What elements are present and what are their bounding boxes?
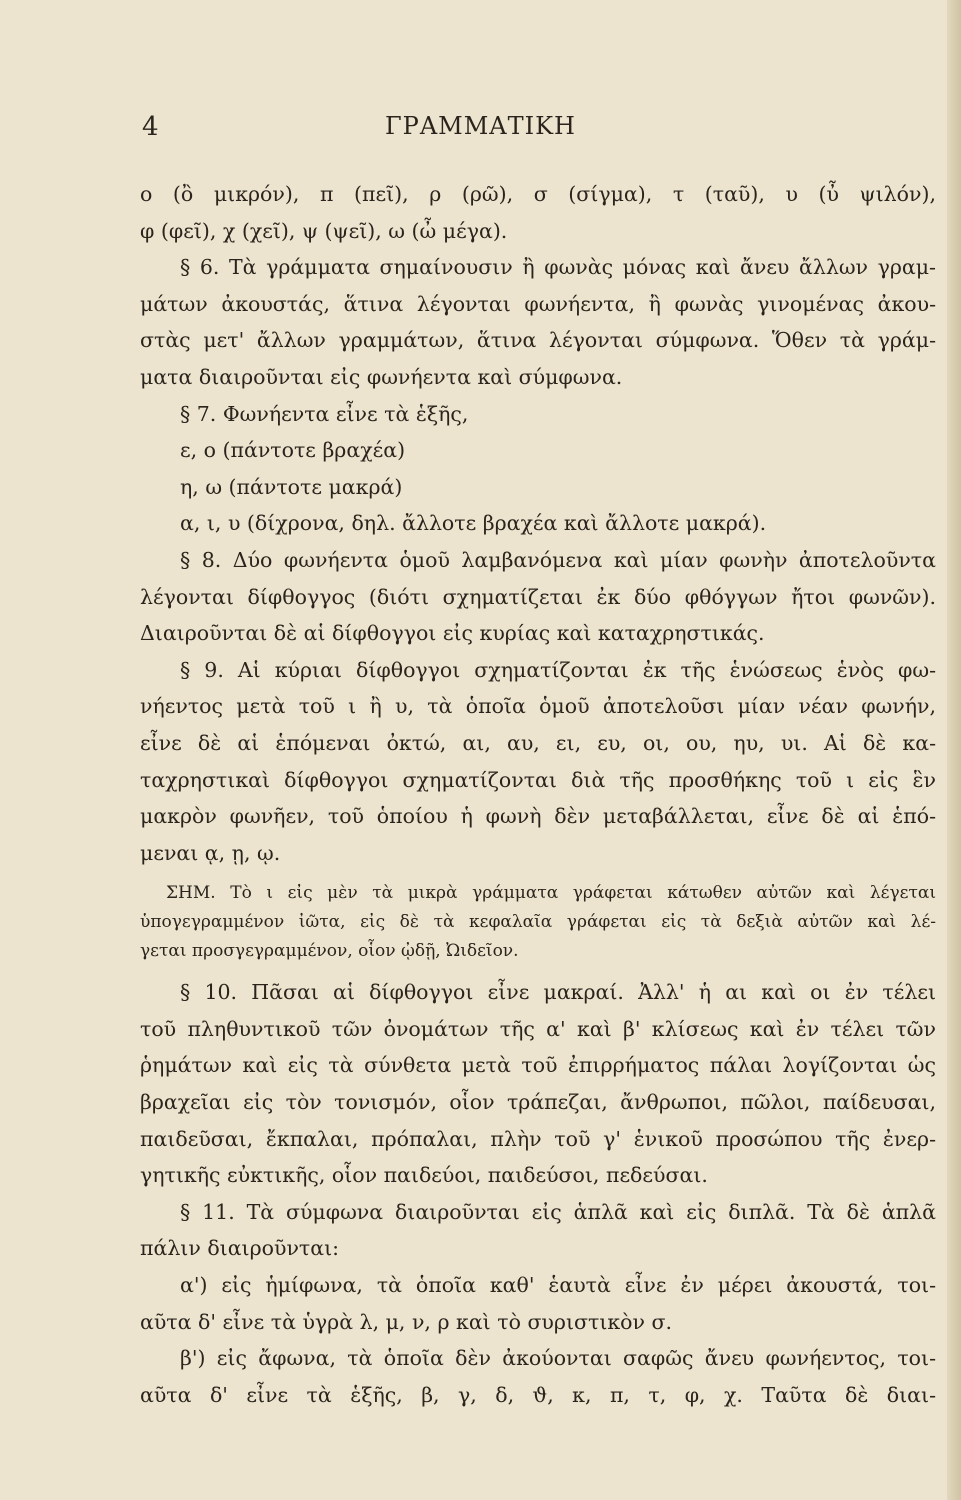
text-line: ταχρηστικαὶ δίφθογγοι σχηματίζονται διὰ τῆς προσθήκης τοῦ ι εἰς ἓν [140,767,936,792]
text-line: πάλιν διαιροῦνται: [140,1236,340,1261]
text-line: § 9. Αἱ κύριαι δίφθογγοι σχηματίζονται ἐκ τῆς ἑνώσεως ἑνὸς φω- [180,657,936,682]
text-line: τοῦ πληθυντικοῦ τῶν ὀνομάτων τῆς α' καὶ β' κλίσεως καὶ ἐν τέλει τῶν [140,1016,936,1041]
text-line: § 10. Πᾶσαι αἱ δίφθογγοι εἶνε μακραί. Ἀλλ' ἡ αι καὶ οι ἐν τέλει [180,980,936,1005]
text-line: βραχεῖαι εἰς τὸν τονισμόν, οἷον τράπεζαι, ἄνθρωποι, πῶλοι, παίδευσαι, [140,1090,936,1115]
text-line: μάτων ἀκουστάς, ἅτινα λέγονται φωνήεντα, ἢ φωνὰς γινομένας ἀκου- [140,291,936,316]
text-line: αῦτα δ' εἶνε τὰ ἑξῆς, β, γ, δ, ϑ, κ, π, τ, φ, χ. Ταῦτα δὲ διαι- [140,1382,936,1407]
spacer [140,966,936,974]
text-line: Διαιροῦνται δὲ αἱ δίφθογγοι εἰς κυρίας καὶ καταχρηστικάς. [140,621,765,646]
text-line: μεναι ᾳ, ῃ, ῳ. [140,840,281,865]
page-number: 4 [142,112,159,142]
page-header [0,112,961,152]
note-line: ΣΗΜ. Τὸ ι εἰς μὲν τὰ μικρὰ γράμματα γράφεται κάτωθεν αὐτῶν καὶ λέγεται [166,883,936,904]
text-line: στὰς μετ' ἄλλων γραμμάτων, ἅτινα λέγονται σύμφωνα. Ὅθεν τὰ γράμ- [140,328,936,353]
text-line: λέγονται δίφθογγος (διότι σχηματίζεται ἐκ δύο φθόγγων ἤτοι φωνῶν). [140,584,936,609]
spacer [140,871,936,879]
text-line: μακρὸν φωνῆεν, τοῦ ὁποίου ἡ φωνὴ δὲν μεταβάλλεται, εἶνε δὲ αἱ ἑπό- [140,804,936,829]
vowel-row: η, ω (πάντοτε μακρά) [180,474,403,499]
text-line: νήεντος μετὰ τοῦ ι ἢ υ, τὰ ὁποῖα ὁμοῦ ἀποτελοῦσι μίαν νέαν φωνήν, [140,694,936,719]
text-line: § 11. Τὰ σύμφωνα διαιροῦνται εἰς ἁπλᾶ καὶ εἰς διπλᾶ. Τὰ δὲ ἁπλᾶ [180,1199,936,1224]
running-title: ΓΡΑΜΜΑΤΙΚΗ [385,112,576,140]
text-line: ῥημάτων καὶ εἰς τὰ σύνθετα μετὰ τοῦ ἐπιρρήματος πάλαι λογίζονται ὡς [140,1053,936,1078]
page-body [140,176,936,1413]
text-line: εἶνε δὲ αἱ ἑπόμεναι ὀκτώ, αι, αυ, ει, ευ, οι, ου, ηυ, υι. Αἱ δὲ κα- [140,730,936,755]
text-line: β') εἰς ἄφωνα, τὰ ὁποῖα δὲν ἀκούονται σαφῶς ἄνευ φωνήεντος, τοι- [180,1346,936,1371]
text-line: παιδεῦσαι, ἔκπαλαι, πρόπαλαι, πλὴν τοῦ γ' ἑνικοῦ προσώπου τῆς ἐνερ- [140,1126,936,1151]
vowel-row: ε, ο (πάντοτε βραχέα) [180,438,406,463]
text-line: φ (φεῖ), χ (χεῖ), ψ (ψεῖ), ω (ὦ μέγα). [140,218,508,243]
text-line: § 7. Φωνήεντα εἶνε τὰ ἑξῆς, [180,401,469,426]
text-line: γητικῆς εὐκτικῆς, οἷον παιδεύοι, παιδεύσοι, πεδεύσαι. [140,1163,708,1188]
page-edge [947,0,961,1500]
note-line: γεται προσγεγραμμένον, οἷον ᾠδῇ, Ὠιδεῖον. [140,941,519,962]
text-line: αῦτα δ' εἶνε τὰ ὑγρὰ λ, μ, ν, ρ καὶ τὸ συριστικὸν σ. [140,1309,672,1334]
text-line: § 6. Τὰ γράμματα σημαίνουσιν ἢ φωνὰς μόνας καὶ ἄνευ ἄλλων γραμ- [180,255,936,280]
note-line: ὑπογεγραμμένον ἰῶτα, εἰς δὲ τὰ κεφαλαῖα γράφεται εἰς τὰ δεξιὰ αὐτῶν καὶ λέ- [140,912,936,933]
text-line: ο (ὂ μικρόν), π (πεῖ), ρ (ρῶ), σ (σίγμα), τ (ταῦ), υ (ὖ ψιλόν), [140,182,936,206]
text-line: § 8. Δύο φωνήεντα ὁμοῦ λαμβανόμενα καὶ μίαν φωνὴν ἀποτελοῦντα [180,547,936,572]
vowel-row: α, ι, υ (δίχρονα, δηλ. ἄλλοτε βραχέα καὶ ἄλλοτε μακρά). [180,511,767,536]
text-line: ματα διαιροῦνται εἰς φωνήεντα καὶ σύμφωνα. [140,364,623,389]
text-line: α') εἰς ἡμίφωνα, τὰ ὁποῖα καθ' ἑαυτὰ εἶνε ἐν μέρει ἀκουστά, τοι- [180,1273,936,1298]
